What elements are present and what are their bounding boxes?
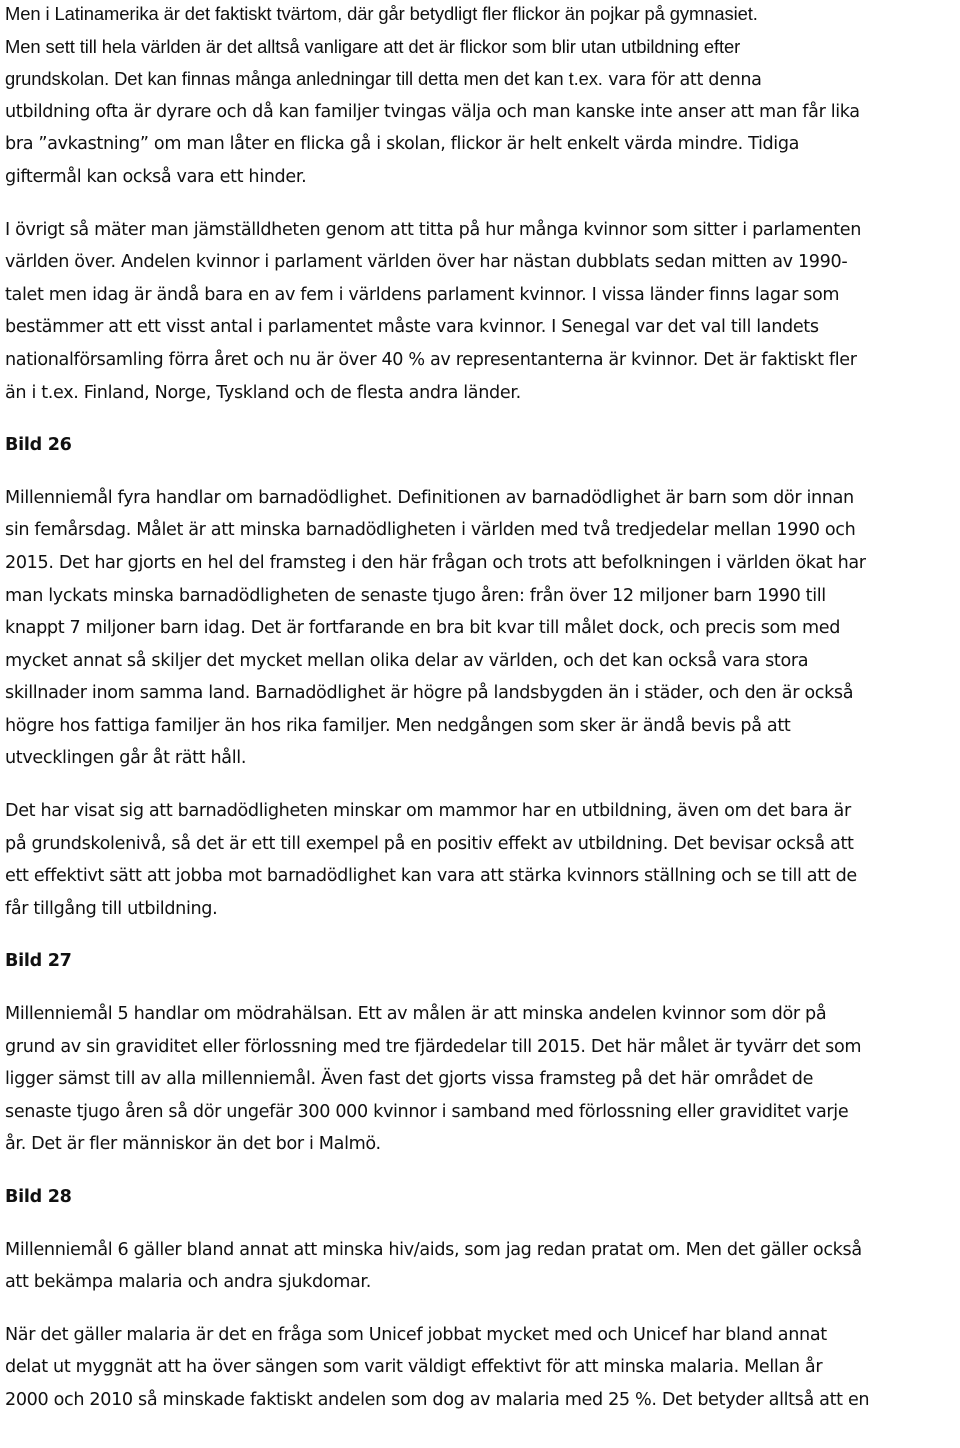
paragraph-gap bbox=[5, 1299, 957, 1319]
text-line: högre hos fattiga familjer än hos rika familjer. Men nedgången som sker är ändå bevis på att bbox=[5, 715, 791, 736]
text-line: knappt 7 miljoner barn idag. Det är fortfarande en bra bit kvar till målet dock, och precis som med bbox=[5, 618, 841, 639]
text-line: Men i Latinamerika är det faktiskt tvärtom, där går betydligt fler flickor än pojkar på gymnasiet. bbox=[5, 3, 758, 24]
text-line bbox=[5, 63, 957, 96]
bild-26-paragraph-1 bbox=[5, 482, 957, 775]
paragraph-gap bbox=[5, 1214, 957, 1234]
text-line: år. Det är fler människor än det bor i Malmö. bbox=[5, 1134, 381, 1155]
section-heading-bild-27: Bild 27 bbox=[5, 951, 72, 972]
text-line: utvecklingen går åt rätt håll. bbox=[5, 748, 247, 769]
text-line: giftermål kan också vara ett hinder. bbox=[5, 166, 307, 187]
parliament-paragraph bbox=[5, 214, 957, 410]
section-heading-bild-28: Bild 28 bbox=[5, 1187, 72, 1207]
text-line: bestämmer att ett visst antal i parlamentet måste vara kvinnor. I Senegal var det val till landets bbox=[5, 317, 819, 338]
text-line: grund av sin graviditet eller förlossning med tre fjärdedelar till 2015. Det här målet är tyvärr det som bbox=[5, 1036, 862, 1057]
bild-27-paragraph-1 bbox=[5, 998, 957, 1161]
text-line: Det har visat sig att barnadödligheten minskar om mammor har en utbildning, även om det bara är bbox=[5, 801, 851, 822]
bild-28-paragraph-1 bbox=[5, 1234, 957, 1299]
paragraph-gap bbox=[5, 1161, 957, 1181]
text-segment: grundskolan. Det kan finnas många anledningar till detta men det kan t.ex. bbox=[5, 68, 603, 90]
text-line: Men sett till hela världen är det alltså vanligare att det är flickor som blir utan utbildning efter bbox=[5, 35, 741, 57]
section-heading-bild-26: Bild 26 bbox=[5, 435, 72, 456]
text-line: än i t.ex. Finland, Norge, Tyskland och de flesta andra länder. bbox=[5, 382, 521, 403]
text-line: senaste tjugo åren så dör ungefär 300 000 kvinnor i samband med förlossning eller graviditet varje bbox=[5, 1101, 849, 1122]
paragraph-gap bbox=[5, 462, 957, 482]
text-line: bra ”avkastning” om man låter en flicka gå i skolan, flickor är helt enkelt värda mindre. Tidiga bbox=[5, 134, 800, 155]
text-line: får tillgång till utbildning. bbox=[5, 898, 218, 919]
text-line: 2015. Det har gjorts en hel del framsteg i den här frågan och trots att befolkningen i världen ökat har bbox=[5, 552, 866, 573]
intro-paragraph bbox=[5, 0, 957, 194]
text-line: talet men idag är ändå bara en av fem i världens parlament kvinnor. I vissa länder finns lagar som bbox=[5, 284, 840, 305]
bild-28-paragraph-2 bbox=[5, 1319, 957, 1417]
text-line: delat ut myggnät att ha över sängen som varit väldigt effektivt för att minska malaria. Mellan år bbox=[5, 1357, 823, 1378]
text-line: utbildning ofta är dyrare och då kan familjer tvingas välja och man kanske inte anser att man får lika bbox=[5, 101, 860, 122]
text-line: skillnader inom samma land. Barnadödlighet är högre på landsbygden än i städer, och den är också bbox=[5, 683, 854, 704]
paragraph-gap bbox=[5, 925, 957, 945]
paragraph-gap bbox=[5, 409, 957, 429]
text-line: mycket annat så skiljer det mycket mellan olika delar av världen, och det kan också vara stora bbox=[5, 650, 809, 671]
paragraph-gap bbox=[5, 194, 957, 214]
text-line: I övrigt så mäter man jämställdheten genom att titta på hur många kvinnor som sitter i parlamenten bbox=[5, 219, 862, 240]
text-line: När det gäller malaria är det en fråga som Unicef jobbat mycket med och Unicef har bland annat bbox=[5, 1324, 827, 1345]
text-line: ett effektivt sätt att jobba mot barnadödlighet kan vara att stärka kvinnors ställning och se till att de bbox=[5, 866, 857, 887]
paragraph-gap bbox=[5, 775, 957, 795]
text-line: på grundskolenivå, så det är ett till exempel på en positiv effekt av utbildning. Det bevisar också att bbox=[5, 833, 854, 854]
text-line: att bekämpa malaria och andra sjukdomar. bbox=[5, 1272, 371, 1293]
text-line: man lyckats minska barnadödligheten de senaste tjugo åren: från över 12 miljoner barn 1990 till bbox=[5, 585, 826, 606]
text-line: världen över. Andelen kvinnor i parlament världen över har nästan dubblats sedan mitten av 1990- bbox=[5, 252, 848, 273]
text-line: 2000 och 2010 så minskade faktiskt andelen som dog av malaria med 25 %. Det betyder alltså att en bbox=[5, 1389, 870, 1410]
text-line: Millenniemål 5 handlar om mödrahälsan. Ett av målen är att minska andelen kvinnor som dör på bbox=[5, 1004, 827, 1025]
text-line: Millenniemål 6 gäller bland annat att minska hiv/aids, som jag redan pratat om. Men det gäller också bbox=[5, 1239, 862, 1260]
text-line: sin femårsdag. Målet är att minska barnadödligheten i världen med två tredjedelar mellan 1990 och bbox=[5, 520, 856, 541]
text-line: nationalförsamling förra året och nu är över 40 % av representanterna är kvinnor. Det är faktiskt fler bbox=[5, 349, 857, 370]
text-segment: vara för att denna bbox=[602, 70, 762, 91]
text-line: Millenniemål fyra handlar om barnadödlighet. Definitionen av barnadödlighet är barn som dör innan bbox=[5, 487, 854, 508]
paragraph-gap bbox=[5, 978, 957, 998]
document-page bbox=[5, 0, 957, 1417]
bild-26-paragraph-2 bbox=[5, 795, 957, 925]
text-line: ligger sämst till av alla millenniemål. Även fast det gjorts vissa framsteg på det här området de bbox=[5, 1069, 814, 1090]
